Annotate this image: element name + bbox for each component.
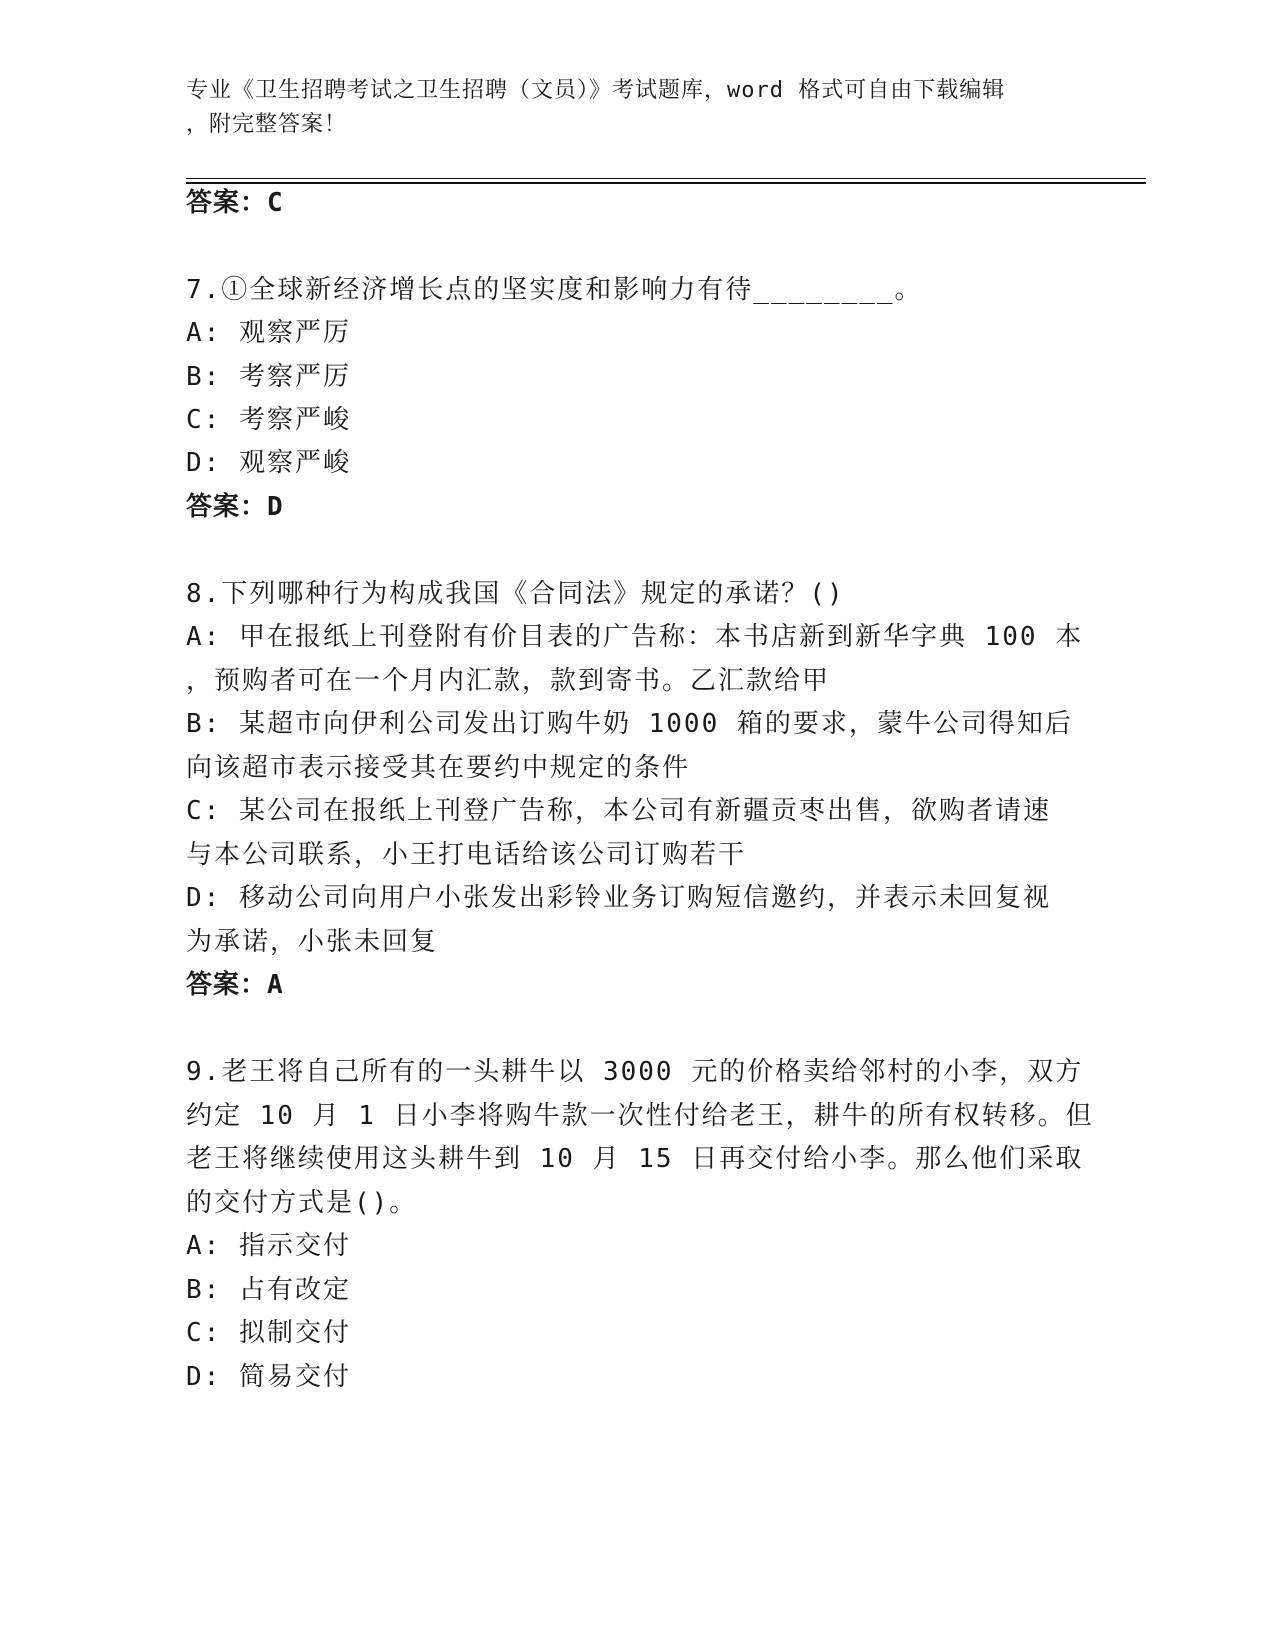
question-8-option-d: D: 移动公司向用户小张发出彩铃业务订购短信邀约，并表示未回复视 xyxy=(186,883,1051,913)
question-7-option-a: A: 观察严厉 xyxy=(186,318,351,348)
question-7-option-b: B: 考察严厉 xyxy=(186,362,351,392)
question-8-option-a: A: 甲在报纸上刊登附有价目表的广告称：本书店新到新华字典 100 本 xyxy=(186,622,1084,652)
question-8-option-d-cont: 为承诺，小张未回复 xyxy=(186,927,439,957)
question-9-stem-line-1: 9.老王将自己所有的一头耕牛以 3000 元的价格卖给邻村的小李，双方 xyxy=(186,1057,1084,1087)
header-divider-thick xyxy=(186,182,1146,184)
question-9-stem-line-3: 老王将继续使用这头耕牛到 10 月 15 日再交付给小李。那么他们采取 xyxy=(186,1144,1084,1174)
question-7-stem: 7.①全球新经济增长点的坚实度和影响力有待________。 xyxy=(186,275,923,305)
question-8-option-b: B: 某超市向伊利公司发出订购牛奶 1000 箱的要求，蒙牛公司得知后 xyxy=(186,709,1073,739)
question-8-answer: 答案：A xyxy=(186,970,284,1000)
question-8-option-c-cont: 与本公司联系，小王打电话给该公司订购若干 xyxy=(186,840,747,870)
question-7-option-c: C: 考察严峻 xyxy=(186,405,351,435)
document-header xyxy=(186,74,1066,142)
question-9-option-b: B: 占有改定 xyxy=(186,1275,351,1305)
question-9-stem-line-2: 约定 10 月 1 日小李将购牛款一次性付给老王，耕牛的所有权转移。但 xyxy=(186,1101,1094,1131)
question-9-option-a: A: 指示交付 xyxy=(186,1231,351,1261)
previous-answer: 答案：C xyxy=(186,188,284,218)
question-8-option-c: C: 某公司在报纸上刊登广告称，本公司有新疆贡枣出售，欲购者请速 xyxy=(186,796,1051,826)
header-divider xyxy=(186,178,1146,179)
header-line-2: ，附完整答案！ xyxy=(186,112,348,137)
question-9-stem-line-4: 的交付方式是()。 xyxy=(186,1188,418,1218)
question-8-option-a-cont: ，预购者可在一个月内汇款，款到寄书。乙汇款给甲 xyxy=(186,666,831,696)
question-9-option-c: C: 拟制交付 xyxy=(186,1318,351,1348)
question-8-option-b-cont: 向该超市表示接受其在要约中规定的条件 xyxy=(186,753,691,783)
question-8-stem: 8.下列哪种行为构成我国《合同法》规定的承诺？() xyxy=(186,579,845,609)
question-7-option-d: D: 观察严峻 xyxy=(186,448,351,478)
header-line-1: 专业《卫生招聘考试之卫生招聘（文员）》考试题库，word 格式可自由下载编辑 xyxy=(186,78,1006,103)
question-7-answer: 答案：D xyxy=(186,492,284,522)
question-9-option-d: D: 简易交付 xyxy=(186,1362,351,1392)
